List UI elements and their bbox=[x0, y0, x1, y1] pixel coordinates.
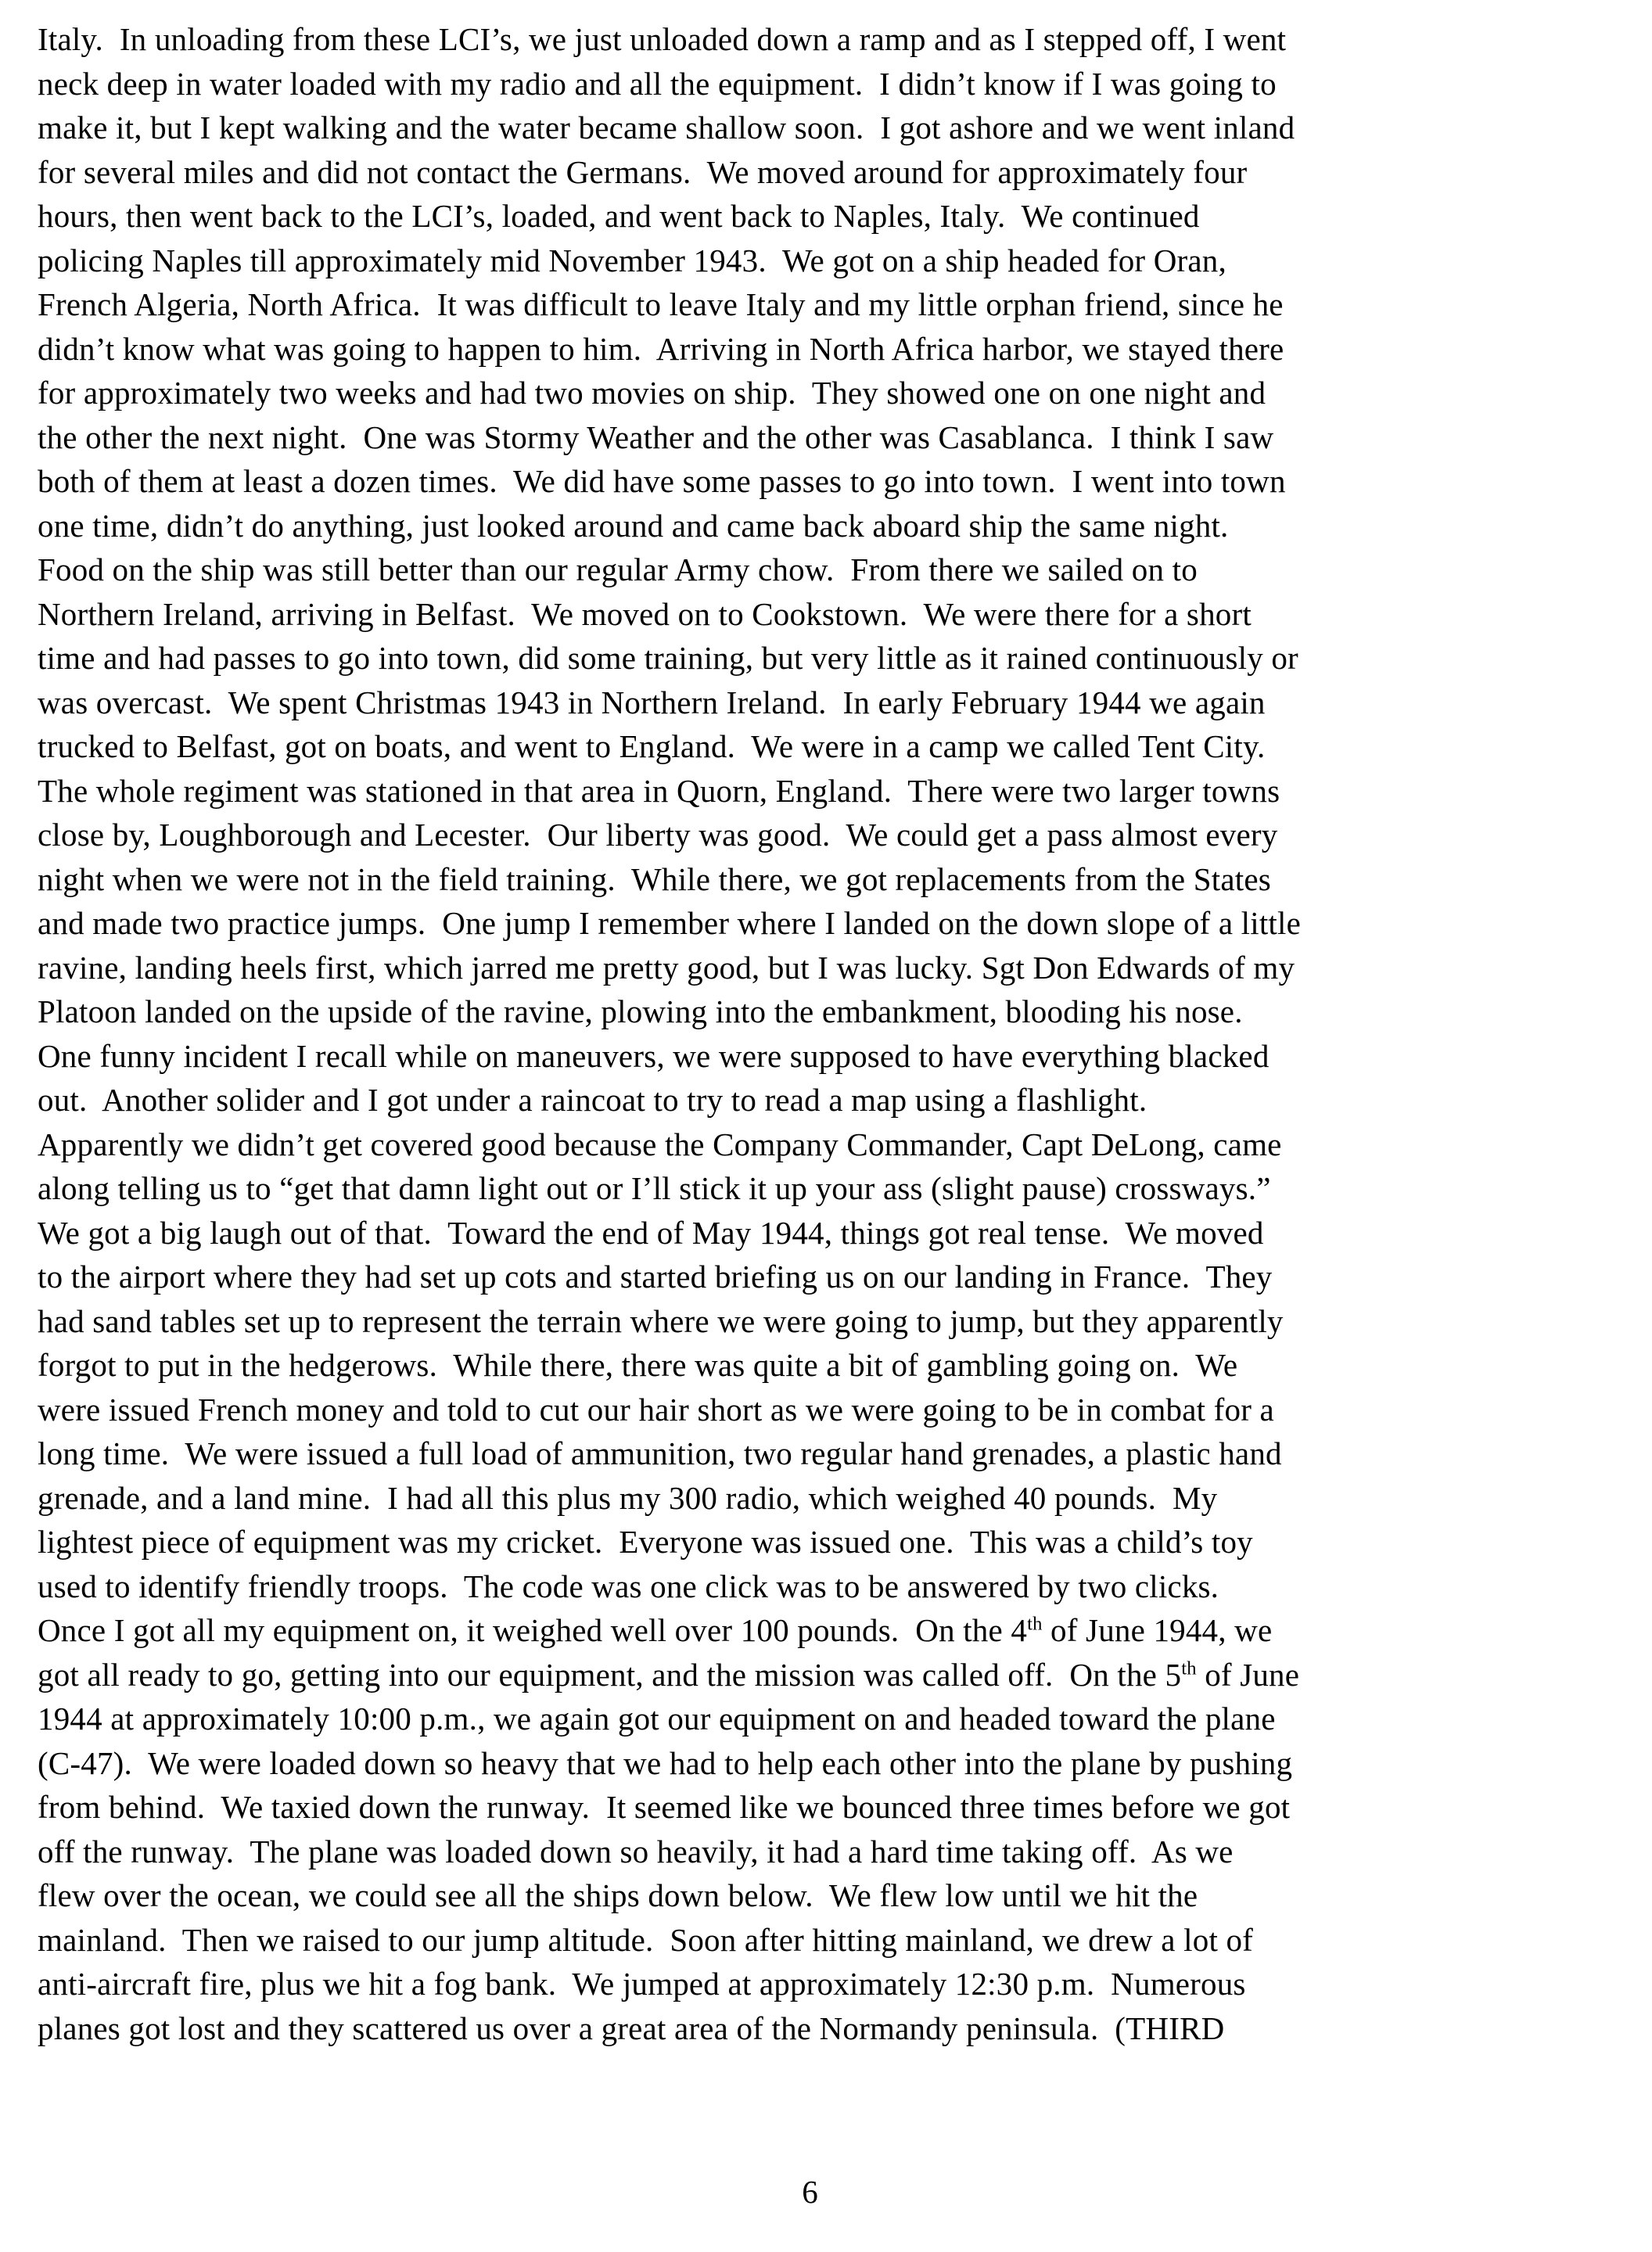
text-line: grenade, and a land mine. I had all this plus my 300 radio, which weighed 40 pounds. My bbox=[38, 1479, 1218, 1516]
text-line: Once I got all my equipment on, it weighed well over 100 pounds. On the 4th of June 1944, we bbox=[38, 1612, 1273, 1648]
text-line: We got a big laugh out of that. Toward the end of May 1944, things got real tense. We moved bbox=[38, 1214, 1264, 1251]
text-line: for several miles and did not contact the Germans. We moved around for approximately four bbox=[38, 153, 1248, 190]
text-line: French Algeria, North Africa. It was difficult to leave Italy and my little orphan friend, since he bbox=[38, 286, 1284, 322]
text-line: 1944 at approximately 10:00 p.m., we again got our equipment on and headed toward the plane bbox=[38, 1701, 1276, 1737]
text-line: The whole regiment was stationed in that area in Quorn, England. There were two larger towns bbox=[38, 772, 1280, 809]
text-line: out. Another solider and I got under a raincoat to try to read a map using a flashlight. bbox=[38, 1082, 1147, 1118]
text-line: policing Naples till approximately mid November 1943. We got on a ship headed for Oran, bbox=[38, 242, 1226, 278]
body-text bbox=[38, 17, 1582, 2050]
text-line: and made two practice jumps. One jump I remember where I landed on the down slope of a little bbox=[38, 905, 1302, 941]
text-line: Food on the ship was still better than our regular Army chow. From there we sailed on to bbox=[38, 551, 1198, 587]
text-line: one time, didn’t do anything, just looked around and came back aboard ship the same night. bbox=[38, 507, 1229, 544]
text-line: to the airport where they had set up cots and started briefing us on our landing in France. They bbox=[38, 1259, 1273, 1295]
text-line: (C-47). We were loaded down so heavy that we had to help each other into the plane by pushing bbox=[38, 1744, 1293, 1781]
superscript-ordinal: th bbox=[1027, 1613, 1043, 1635]
text-line: both of them at least a dozen times. We did have some passes to go into town. I went into town bbox=[38, 463, 1286, 499]
text-line: trucked to Belfast, got on boats, and went to England. We were in a camp we called Tent City. bbox=[38, 728, 1266, 764]
text-line: the other the next night. One was Stormy Weather and the other was Casablanca. I think I saw bbox=[38, 418, 1274, 455]
text-line: for approximately two weeks and had two movies on ship. They showed one on one night and bbox=[38, 375, 1266, 411]
text-line: long time. We were issued a full load of ammunition, two regular hand grenades, a plastic hand bbox=[38, 1435, 1282, 1471]
text-line: close by, Loughborough and Lecester. Our liberty was good. We could get a pass almost every bbox=[38, 817, 1278, 853]
text-line: Northern Ireland, arriving in Belfast. We moved on to Cookstown. We were there for a short bbox=[38, 595, 1252, 632]
text-line: planes got lost and they scattered us over a great area of the Normandy peninsula. (THIRD bbox=[38, 2010, 1225, 2046]
text-line: night when we were not in the field training. While there, we got replacements from the States bbox=[38, 860, 1271, 897]
text-line: make it, but I kept walking and the water became shallow soon. I got ashore and we went inland bbox=[38, 110, 1295, 145]
text-line: time and had passes to go into town, did some training, but very little as it rained continuously or bbox=[38, 640, 1298, 676]
text-line: Apparently we didn’t get covered good because the Company Commander, Capt DeLong, came bbox=[38, 1126, 1282, 1162]
text-line: forgot to put in the hedgerows. While there, there was quite a bit of gambling going on. We bbox=[38, 1347, 1238, 1383]
text-line: got all ready to go, getting into our equipment, and the mission was called off. On the 5th of June bbox=[38, 1656, 1300, 1693]
page-number: 6 bbox=[802, 2174, 818, 2210]
text-line: Platoon landed on the upside of the ravine, plowing into the embankment, blooding his nose. bbox=[38, 993, 1243, 1029]
text-line: anti-aircraft fire, plus we hit a fog bank. We jumped at approximately 12:30 p.m. Numerous bbox=[38, 1966, 1246, 2002]
superscript-ordinal: th bbox=[1181, 1657, 1197, 1679]
text-line: One funny incident I recall while on maneuvers, we were supposed to have everything blacked bbox=[38, 1037, 1270, 1074]
text-line: from behind. We taxied down the runway. It seemed like we bounced three times before we got bbox=[38, 1789, 1291, 1825]
text-line: neck deep in water loaded with my radio and all the equipment. I didn’t know if I was going to bbox=[38, 65, 1277, 102]
text-line: off the runway. The plane was loaded down so heavily, it had a hard time taking off. As we bbox=[38, 1833, 1234, 1869]
text-line: was overcast. We spent Christmas 1943 in Northern Ireland. In early February 1944 we again bbox=[38, 684, 1266, 720]
text-line: along telling us to “get that damn light out or I’ll stick it up your ass (slight pause) crossways.” bbox=[38, 1170, 1271, 1206]
text-line: used to identify friendly troops. The code was one click was to be answered by two clicks. bbox=[38, 1568, 1219, 1604]
text-line: flew over the ocean, we could see all the ships down below. We flew low until we hit the bbox=[38, 1877, 1198, 1913]
text-line: hours, then went back to the LCI’s, loaded, and went back to Naples, Italy. We continued bbox=[38, 198, 1200, 234]
text-line: were issued French money and told to cut our hair short as we were going to be in combat for a bbox=[38, 1391, 1274, 1428]
text-line: didn’t know what was going to happen to him. Arriving in North Africa harbor, we stayed there bbox=[38, 330, 1284, 367]
text-line: Italy. In unloading from these LCI’s, we just unloaded down a ramp and as I stepped off, I went bbox=[38, 21, 1287, 57]
text-line: mainland. Then we raised to our jump altitude. Soon after hitting mainland, we drew a lot of bbox=[38, 1921, 1254, 1958]
text-line: ravine, landing heels first, which jarred me pretty good, but I was lucky. Sgt Don Edwards of my bbox=[38, 949, 1295, 986]
text-line: lightest piece of equipment was my cricket. Everyone was issued one. This was a child’s toy bbox=[38, 1524, 1253, 1560]
text-line: had sand tables set up to represent the terrain where we were going to jump, but they apparently bbox=[38, 1302, 1284, 1339]
